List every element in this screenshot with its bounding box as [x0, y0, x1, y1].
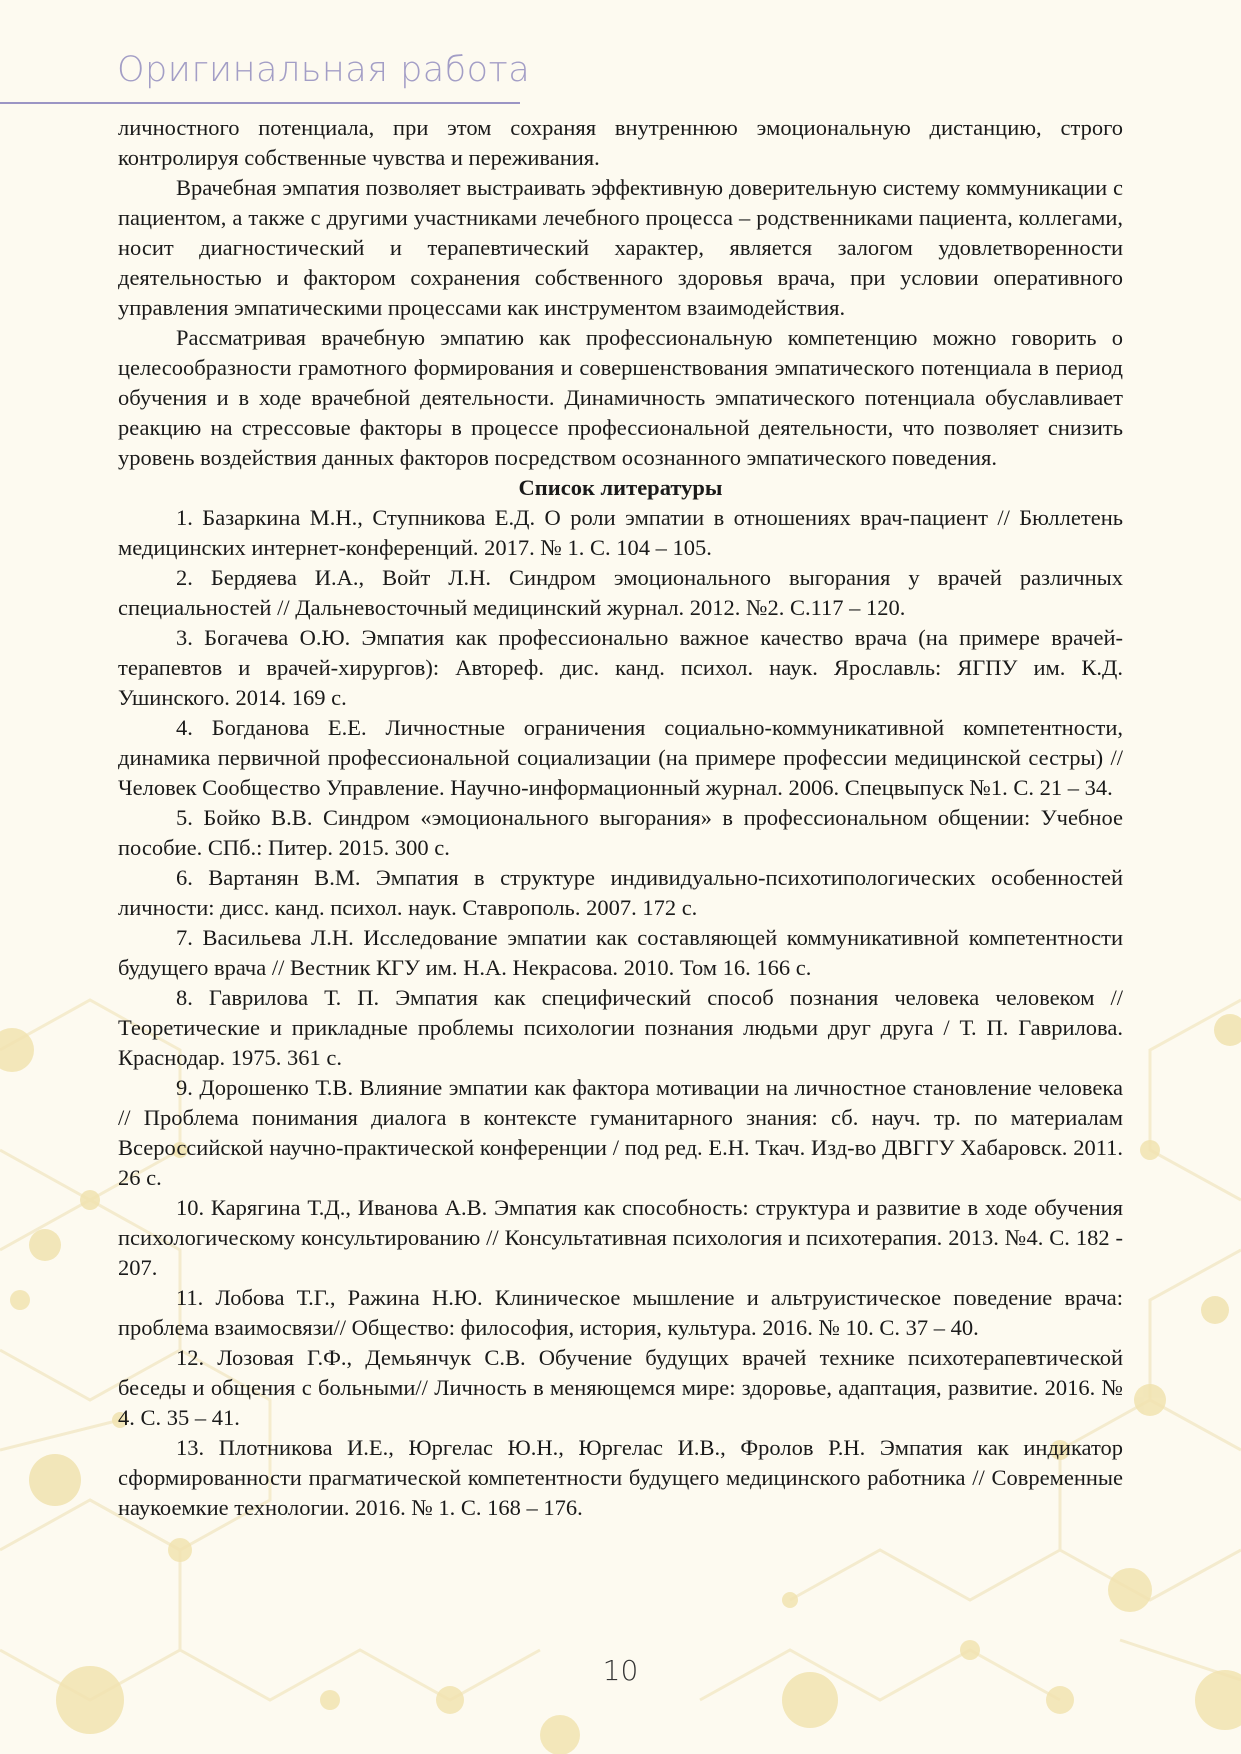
section-title: Оригинальная работа [117, 50, 531, 90]
body-paragraph: Рассматривая врачебную эмпатию как профессиональную компетенцию можно говорить о целесообразности грамотного формирования и совершенствования эмпатического потенциала в период обучения и в ходе врачебной деятельности. Динамичность эмпатического потенциала обуславливает реакцию на стрессовые факторы в процессе профессиональной деятельности, что позволяет снизить уровень воздействия данных факторов посредством осознанного эмпатического поведения. [118, 325, 1123, 470]
references-heading: Список литературы [518, 475, 723, 500]
body-paragraph: личностного потенциала, при этом сохраняя внутреннюю эмоциональную дистанцию, строго контролируя собственные чувства и переживания. [118, 115, 1123, 170]
reference-item: 1. Базаркина М.Н., Ступникова Е.Д. О роли эмпатии в отношениях врач-пациент // Бюллетень медицинских интернет-конференций. 2017. № 1. С. 104 – 105. [118, 505, 1123, 560]
reference-item: 9. Дорошенко Т.В. Влияние эмпатии как фактора мотивации на личностное становление человека // Проблема понимания диалога в контексте гуманитарного знания: сб. науч. тр. по материалам Всероссийской научно-практической конференции / под ред. Е.Н. Ткач. Изд-во ДВГГУ Хабаровск. 2011. 26 с. [118, 1075, 1123, 1190]
header-underline [0, 102, 520, 104]
reference-item: 10. Карягина Т.Д., Иванова А.В. Эмпатия как способность: структура и развитие в ходе обучения психологическому консультированию // Консультативная психология и психотерапия. 2013. №4. С. 182 - 207. [118, 1195, 1123, 1280]
body-paragraph: Врачебная эмпатия позволяет выстраивать эффективную доверительную систему коммуникации с пациентом, а также с другими участниками лечебного процесса – родственниками пациента, коллегами, носит диагностический и терапевтический характер, является залогом удовлетворенности деятельностью и фактором сохранения собственного здоровья врача, при условии оперативного управления эмпатическими процессами как инструментом взаимодействия. [118, 175, 1123, 320]
reference-item: 2. Бердяева И.А., Войт Л.Н. Синдром эмоционального выгорания у врачей различных специальностей // Дальневосточный медицинский журнал. 2012. №2. С.117 – 120. [118, 565, 1123, 620]
reference-item: 6. Вартанян В.М. Эмпатия в структуре индивидуально-психотипологических особенностей личности: дисс. канд. психол. наук. Ставрополь. 2007. 172 с. [118, 865, 1123, 920]
reference-item: 8. Гаврилова Т. П. Эмпатия как специфический способ познания человека человеком // Теоретические и прикладные проблемы психологии познания людьми друг друга / Т. П. Гаврилова. Краснодар. 1975. 361 с. [118, 985, 1123, 1070]
reference-item: 4. Богданова Е.Е. Личностные ограничения социально-коммуникативной компетентности, динамика первичной профессиональной социализации (на примере профессии медицинской сестры) // Человек Сообщество Управление. Научно-информационный журнал. 2006. Спецвыпуск №1. С. 21 – 34. [118, 715, 1123, 800]
reference-item: 3. Богачева О.Ю. Эмпатия как профессионально важное качество врача (на примере врачей-терапевтов и врачей-хирургов): Автореф. дис. канд. психол. наук. Ярославль: ЯГПУ им. К.Д. Ушинского. 2014. 169 с. [118, 625, 1123, 710]
reference-item: 5. Бойко В.В. Синдром «эмоционального выгорания» в профессиональном общении: Учебное пособие. СПб.: Питер. 2015. 300 с. [118, 805, 1123, 860]
reference-item: 13. Плотникова И.Е., Юргелас Ю.Н., Юргелас И.В., Фролов Р.Н. Эмпатия как индикатор сформированности прагматической компетентности будущего медицинского работника // Современные наукоемкие технологии. 2016. № 1. С. 168 – 176. [118, 1435, 1123, 1520]
references-list [118, 503, 1123, 1523]
reference-item: 11. Лобова Т.Г., Ражина Н.Ю. Клиническое мышление и альтруистическое поведение врача: проблема взаимосвязи// Общество: философия, история, культура. 2016. № 10. С. 37 – 40. [118, 1285, 1123, 1340]
reference-item: 7. Васильева Л.Н. Исследование эмпатии как составляющей коммуникативной компетентности будущего врача // Вестник КГУ им. Н.А. Некрасова. 2010. Том 16. 166 с. [118, 925, 1123, 980]
article-body [118, 113, 1123, 1523]
page-number: 10 [602, 1654, 639, 1687]
reference-item: 12. Лозовая Г.Ф., Демьянчук С.В. Обучение будущих врачей технике психотерапевтической беседы и общения с больными// Личность в меняющемся мире: здоровье, адаптация, развитие. 2016. № 4. С. 35 – 41. [118, 1345, 1123, 1430]
